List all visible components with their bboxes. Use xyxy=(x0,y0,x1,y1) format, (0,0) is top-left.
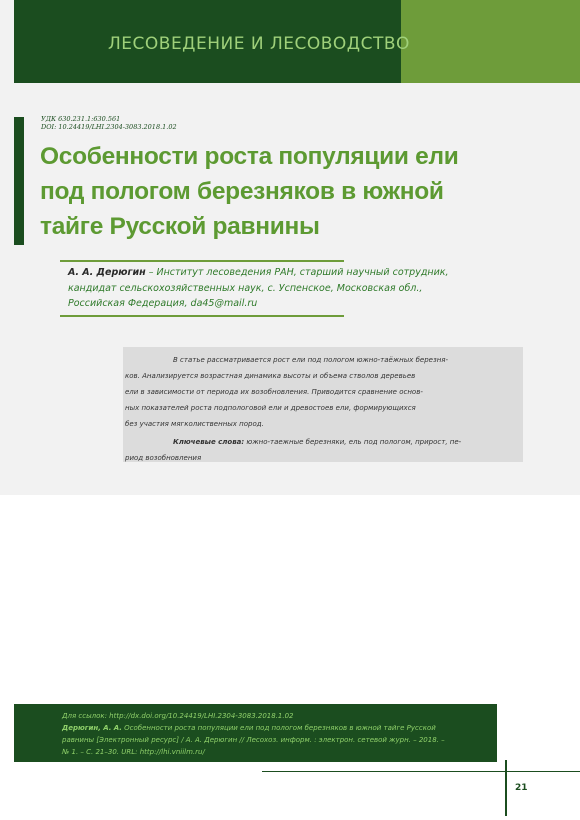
abstract-line: без участия мягколиственных пород. xyxy=(125,420,264,428)
author-name: А. А. Дерюгин xyxy=(68,267,146,278)
article-title-line-1: Особенности роста популяции ели xyxy=(40,143,459,170)
author-rule-top xyxy=(60,260,344,262)
keywords-label: Ключевые слова: xyxy=(173,438,245,446)
abstract-line: ков. Анализируется возрастная динамика высоты и объема стволов деревьев xyxy=(125,372,416,380)
udk-code: УДК 630.231.1:630.561 xyxy=(41,115,121,123)
section-title: ЛЕСОВЕДЕНИЕ И ЛЕСОВОДСТВО xyxy=(108,34,410,54)
citation-line-3: равнины [Электронный ресурс] / А. А. Дерюгин // Лесохоз. информ. : электрон. сетевой журн. – 2018. – xyxy=(62,736,445,744)
keywords-line-2: риод возобновления xyxy=(125,454,202,462)
section-header-accent xyxy=(401,0,580,83)
citation-box xyxy=(14,704,497,762)
author-rule-bottom xyxy=(60,315,344,317)
title-accent-bar xyxy=(14,117,24,245)
author-line-1 xyxy=(68,267,449,278)
abstract-line: ных показателей роста подпологовой ели и древостоев ели, формирующихся xyxy=(125,404,416,412)
keywords-line-1 xyxy=(173,438,461,446)
abstract-box xyxy=(123,347,523,462)
author-affiliation: – Институт лесоведения РАН, старший научный сотрудник, xyxy=(145,267,449,278)
footer-rule xyxy=(262,771,580,772)
citation-line-2 xyxy=(62,724,436,732)
author-line-3: Российская Федерация, da45@mail.ru xyxy=(68,298,258,309)
abstract-line: В статье рассматривается рост ели под пологом южно-таёжных березня- xyxy=(173,356,449,364)
citation-url-link[interactable]: № 1. – С. 21–30. URL: http://lhi.vniilm.ru/ xyxy=(62,748,205,756)
citation-doi-link[interactable]: Для ссылок: http://dx.doi.org/10.24419/LHI.2304-3083.2018.1.02 xyxy=(62,712,294,720)
citation-author: Дерюгин, А. А. xyxy=(62,724,122,732)
article-title-line-3: тайге Русской равнины xyxy=(40,213,320,240)
citation-title: Особенности роста популяции ели под пологом березняков в южной тайге Русской xyxy=(121,724,436,732)
article-title-line-2: под пологом березняков в южной xyxy=(40,178,444,205)
doi-code: DOI: 10.24419/LHI.2304-3083.2018.1.02 xyxy=(41,123,177,131)
footer-vertical-rule xyxy=(505,760,507,816)
author-line-2: кандидат сельскохозяйственных наук, с. Успенское, Московская обл., xyxy=(68,283,423,294)
abstract-line: ели в зависимости от периода их возобновления. Приводится сравнение основ- xyxy=(125,388,423,396)
page-number: 21 xyxy=(515,783,528,793)
keywords-text: южно-таежные березняки, ель под пологом, прирост, пе- xyxy=(244,438,462,446)
